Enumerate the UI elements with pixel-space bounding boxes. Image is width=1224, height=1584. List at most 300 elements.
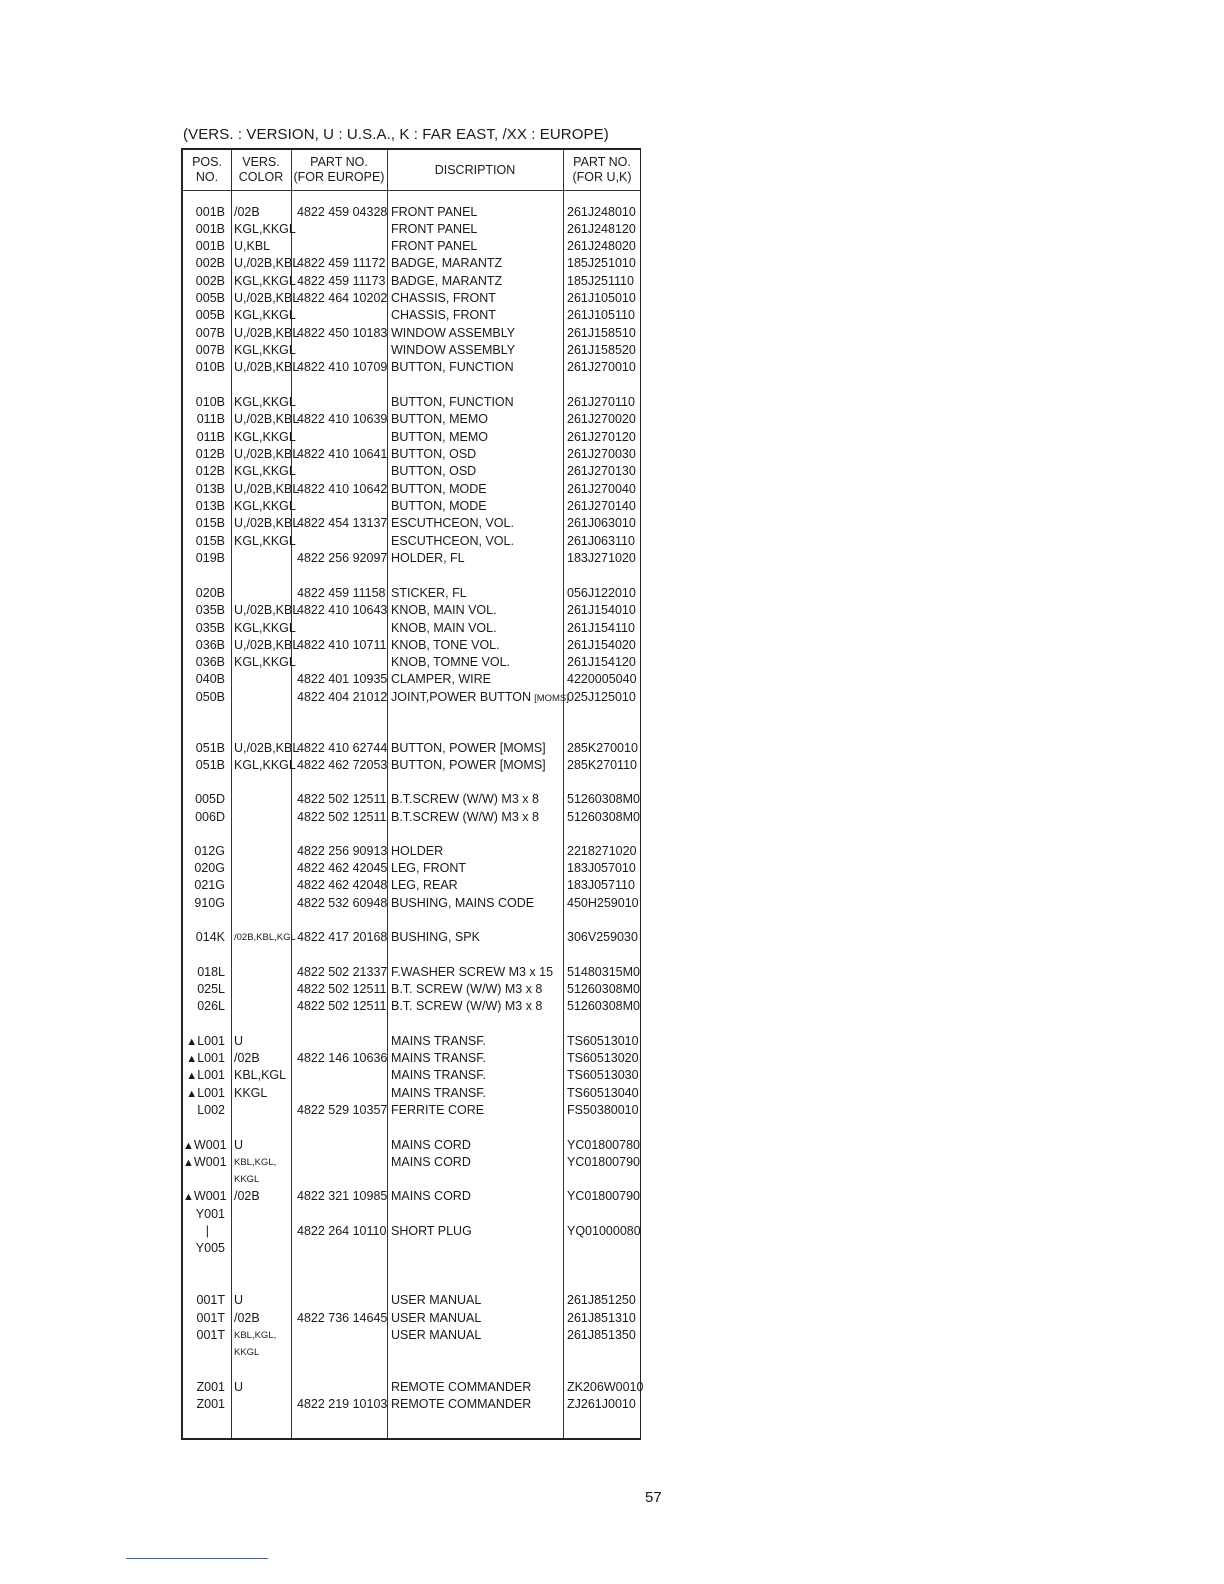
description: BADGE, MARANTZ xyxy=(391,256,503,270)
version-color: KGL,KKGL xyxy=(234,464,296,478)
version-color: KGL,KKGL xyxy=(234,395,296,409)
version-color: U,/02B,KBL xyxy=(234,447,300,461)
table-row xyxy=(183,1050,640,1067)
part-no-uk: 2218271020 xyxy=(567,844,637,858)
part-no-uk: TS60513030 xyxy=(567,1068,639,1082)
table-row xyxy=(183,1033,640,1050)
pos-no: 040B xyxy=(195,672,225,686)
version-color: /02B xyxy=(234,1051,260,1065)
pos-no: 050B xyxy=(195,690,225,704)
version-color: U,/02B,KBL xyxy=(234,638,300,652)
pos-no: 001T xyxy=(196,1328,225,1342)
description: BUSHING, SPK xyxy=(391,930,480,944)
table-row xyxy=(183,602,640,619)
table-row xyxy=(183,998,640,1015)
part-no-uk: 261J851250 xyxy=(567,1293,636,1307)
pos-no: ▲L001 xyxy=(186,1068,225,1082)
version-color: U,/02B,KBL xyxy=(234,741,300,755)
description: USER MANUAL xyxy=(391,1293,482,1307)
description: CHASSIS, FRONT xyxy=(391,308,496,322)
table-row xyxy=(183,843,640,860)
part-no-europe: 4822 219 10103 xyxy=(297,1397,388,1411)
table-row xyxy=(183,809,640,826)
table-row xyxy=(183,877,640,894)
pos-no: Z001 xyxy=(196,1397,225,1411)
description: MAINS TRANSF. xyxy=(391,1051,486,1065)
table-row xyxy=(183,1396,640,1413)
part-no-europe: 4822 450 10183 xyxy=(297,326,388,340)
pos-no: 036B xyxy=(195,638,225,652)
version-color: KGL,KKGL xyxy=(234,430,296,444)
pos-no: Z001 xyxy=(196,1380,225,1394)
part-no-europe: 4822 256 90913 xyxy=(297,844,388,858)
table-row xyxy=(183,757,640,774)
part-no-uk: 51260308M0 xyxy=(567,810,640,824)
version-legend: (VERS. : VERSION, U : U.S.A., K : FAR EAST, /XX : EUROPE) xyxy=(183,126,609,143)
pos-no: 036B xyxy=(195,655,225,669)
part-no-uk: 261J248010 xyxy=(567,205,636,219)
safety-warning-icon: ▲ xyxy=(186,1088,198,1100)
part-no-uk: 261J158520 xyxy=(567,343,636,357)
safety-warning-icon: ▲ xyxy=(183,1140,194,1152)
description: SHORT PLUG xyxy=(391,1224,472,1238)
description: CLAMPER, WIRE xyxy=(391,672,492,686)
pos-no: 015B xyxy=(195,534,225,548)
pos-no: 035B xyxy=(195,621,225,635)
table-row xyxy=(183,671,640,688)
table-row xyxy=(183,1154,640,1185)
part-no-uk: 261J154110 xyxy=(567,621,635,635)
header-part-no-uk: PART NO. (FOR U,K) xyxy=(572,155,632,184)
safety-warning-icon: ▲ xyxy=(183,1157,194,1169)
version-color: KBL,KGL, xyxy=(234,1157,277,1168)
description: FRONT PANEL xyxy=(391,222,478,236)
part-no-uk: 261J248020 xyxy=(567,239,636,253)
part-no-uk: 306V259030 xyxy=(567,930,638,944)
table-row xyxy=(183,481,640,498)
part-no-uk: 183J057110 xyxy=(567,878,635,892)
part-no-europe: 4822 264 10110 xyxy=(297,1224,387,1238)
description: USER MANUAL xyxy=(391,1328,482,1342)
table-row xyxy=(183,929,640,946)
part-no-uk: 185J251110 xyxy=(567,274,634,288)
table-row xyxy=(183,1379,644,1396)
pos-no: 026L xyxy=(197,999,225,1013)
part-no-europe: 4822 256 92097 xyxy=(297,551,388,565)
part-no-uk: YC01800780 xyxy=(567,1138,640,1152)
part-no-europe: 4822 417 20168 xyxy=(297,930,388,944)
table-row xyxy=(183,1085,640,1102)
header-divider xyxy=(183,190,640,191)
pos-no: ▲L001 xyxy=(186,1051,225,1065)
part-no-uk: ZJ261J0010 xyxy=(567,1397,636,1411)
table-row xyxy=(183,637,640,654)
description: BUTTON, FUNCTION xyxy=(391,395,514,409)
version-color: KGL,KKGL xyxy=(234,222,296,236)
description: BUSHING, MAINS CODE xyxy=(391,896,535,910)
version-color: U,/02B,KBL xyxy=(234,603,300,617)
part-no-uk: 285K270110 xyxy=(567,758,637,772)
description: BUTTON, MODE xyxy=(391,499,487,513)
version-color: U xyxy=(234,1034,244,1048)
part-no-europe: 4822 459 11172 xyxy=(297,256,386,270)
part-no-europe: 4822 459 04328 xyxy=(297,205,388,219)
table-row xyxy=(183,585,640,602)
part-no-uk: 261J063010 xyxy=(567,516,636,530)
pos-no: 013B xyxy=(195,482,225,496)
part-no-uk: 261J105110 xyxy=(567,308,635,322)
table-row xyxy=(183,290,640,307)
part-no-europe: 4822 462 72053 xyxy=(297,758,388,772)
description: BUTTON, FUNCTION xyxy=(391,360,514,374)
version-color: KGL,KKGL xyxy=(234,274,296,288)
description: JOINT,POWER BUTTON [MOMS] xyxy=(391,690,569,704)
pos-no: 006D xyxy=(195,810,225,824)
version-color: /02B xyxy=(234,205,260,219)
description: FRONT PANEL xyxy=(391,205,478,219)
table-row xyxy=(183,689,640,706)
part-no-europe: 4822 410 10711 xyxy=(297,638,387,652)
version-color: U xyxy=(234,1138,244,1152)
pos-no: 015B xyxy=(195,516,225,530)
part-no-uk: 4220005040 xyxy=(567,672,637,686)
table-row xyxy=(183,1188,640,1205)
table-row xyxy=(183,325,640,342)
version-color-cont: KKGL xyxy=(234,1174,260,1185)
table-row xyxy=(183,533,640,550)
table-row xyxy=(183,498,640,515)
description: MAINS TRANSF. xyxy=(391,1086,486,1100)
description: KNOB, TOMNE VOL. xyxy=(391,655,511,669)
version-color: KKGL xyxy=(234,1086,268,1100)
description: STICKER, FL xyxy=(391,586,467,600)
table-row xyxy=(183,221,640,238)
table-row xyxy=(183,791,640,808)
part-no-europe: 4822 502 12511 xyxy=(297,982,387,996)
part-no-uk: 261J851350 xyxy=(567,1328,636,1342)
part-no-uk: TS60513020 xyxy=(567,1051,639,1065)
part-no-europe: 4822 321 10985 xyxy=(297,1189,388,1203)
part-no-europe: 4822 736 14645 xyxy=(297,1311,388,1325)
part-no-europe: 4822 459 11173 xyxy=(297,274,386,288)
safety-warning-icon: ▲ xyxy=(186,1053,198,1065)
description: LEG, REAR xyxy=(391,878,458,892)
part-no-europe: 4822 502 12511 xyxy=(297,999,387,1013)
table-row xyxy=(183,446,640,463)
pos-no: 011B xyxy=(196,430,225,444)
description: BUTTON, MEMO xyxy=(391,430,488,444)
part-no-uk: TS60513010 xyxy=(567,1034,639,1048)
part-no-europe: 4822 401 10935 xyxy=(297,672,388,686)
version-color: KGL,KKGL xyxy=(234,621,296,635)
version-color: U,/02B,KBL xyxy=(234,256,300,270)
table-row xyxy=(183,255,640,272)
table-row xyxy=(183,1327,640,1358)
part-no-uk: 261J270130 xyxy=(567,464,636,478)
pos-no: 001B xyxy=(195,239,225,253)
part-no-uk: 51260308M0 xyxy=(567,982,640,996)
version-color: /02B,KBL,KGL xyxy=(234,932,296,943)
part-no-europe: 4822 462 42048 xyxy=(297,878,388,892)
version-color: KGL,KKGL xyxy=(234,655,296,669)
table-row xyxy=(183,860,640,877)
description: ESCUTHCEON, VOL. xyxy=(391,516,514,530)
part-no-uk: 261J851310 xyxy=(567,1311,636,1325)
header-part-no-europe: PART NO. (FOR EUROPE) xyxy=(293,155,385,184)
footer-rule xyxy=(126,1558,268,1559)
pos-no: ▲L001 xyxy=(186,1086,225,1100)
description: BUTTON, OSD xyxy=(391,447,477,461)
pos-no: 002B xyxy=(195,274,225,288)
table-row xyxy=(183,204,640,221)
description: KNOB, TONE VOL. xyxy=(391,638,500,652)
pos-no: 018L xyxy=(197,965,225,979)
safety-warning-icon: ▲ xyxy=(183,1191,194,1203)
version-color: U,/02B,KBL xyxy=(234,360,300,374)
pos-no: 005B xyxy=(195,291,225,305)
part-no-uk: 261J105010 xyxy=(567,291,636,305)
part-no-uk: 261J248120 xyxy=(567,222,636,236)
part-no-europe: 4822 410 10641 xyxy=(297,447,388,461)
description-note: [MOMS] xyxy=(534,693,569,704)
description: BUTTON, OSD xyxy=(391,464,477,478)
part-no-europe: 4822 410 10642 xyxy=(297,482,388,496)
description: BADGE, MARANTZ xyxy=(391,274,503,288)
description: LEG, FRONT xyxy=(391,861,467,875)
part-no-uk: 450H259010 xyxy=(567,896,639,910)
part-no-europe: 4822 502 12511 xyxy=(297,792,387,806)
pos-no: 001B xyxy=(195,205,225,219)
table-row xyxy=(183,1292,640,1309)
part-no-uk: YC01800790 xyxy=(567,1189,640,1203)
pos-no: 020G xyxy=(194,861,225,875)
safety-warning-icon: ▲ xyxy=(186,1070,198,1082)
table-row xyxy=(183,515,640,532)
part-no-uk: 261J270010 xyxy=(567,360,636,374)
pos-no: 007B xyxy=(195,326,225,340)
version-color: U,/02B,KBL xyxy=(234,326,300,340)
description: USER MANUAL xyxy=(391,1311,482,1325)
description: CHASSIS, FRONT xyxy=(391,291,496,305)
pos-no: ▲L001 xyxy=(186,1034,225,1048)
pos-no: ▲W001 xyxy=(183,1155,227,1169)
table-row xyxy=(183,273,640,290)
pos-no: L002 xyxy=(197,1103,225,1117)
description: REMOTE COMMANDER xyxy=(391,1397,532,1411)
table-row xyxy=(183,1206,641,1255)
pos-no: 010B xyxy=(195,395,225,409)
table-row xyxy=(183,895,640,912)
version-color: KGL,KKGL xyxy=(234,499,296,513)
version-color: KGL,KKGL xyxy=(234,534,296,548)
part-no-uk: 183J271020 xyxy=(567,551,636,565)
header-description: DISCRIPTION xyxy=(434,162,516,177)
table-row xyxy=(183,1310,640,1327)
version-color: U,/02B,KBL xyxy=(234,412,300,426)
part-no-europe: 4822 459 11158 xyxy=(297,586,386,600)
description: MAINS CORD xyxy=(391,1155,471,1169)
pos-no: 011B xyxy=(196,412,225,426)
pos-no: Y001 xyxy=(195,1207,225,1221)
part-no-europe: 4822 462 42045 xyxy=(297,861,388,875)
description: F.WASHER SCREW M3 x 15 xyxy=(391,965,554,979)
description: B.T. SCREW (W/W) M3 x 8 xyxy=(391,982,543,996)
description: REMOTE COMMANDER xyxy=(391,1380,532,1394)
version-color: U,/02B,KBL xyxy=(234,291,300,305)
part-no-europe: 4822 410 10643 xyxy=(297,603,388,617)
pos-no: 012B xyxy=(195,464,225,478)
part-no-europe: 4822 502 21337 xyxy=(297,965,388,979)
header-version-color: VERS. COLOR xyxy=(238,155,284,184)
part-no-uk: 51480315M0 xyxy=(567,965,640,979)
version-color: U,/02B,KBL xyxy=(234,516,300,530)
part-no-uk: 51260308M0 xyxy=(567,999,640,1013)
part-no-uk: FS50380010 xyxy=(567,1103,639,1117)
pos-no: ▲W001 xyxy=(183,1138,227,1152)
pos-no: 021G xyxy=(194,878,225,892)
table-row xyxy=(183,359,640,376)
description: MAINS TRANSF. xyxy=(391,1068,486,1082)
pos-range-separator: | xyxy=(205,1224,209,1238)
description: HOLDER, FL xyxy=(391,551,465,565)
part-no-europe: 4822 464 10202 xyxy=(297,291,388,305)
description: B.T.SCREW (W/W) M3 x 8 xyxy=(391,810,539,824)
part-no-uk: 261J270120 xyxy=(567,430,636,444)
description: B.T. SCREW (W/W) M3 x 8 xyxy=(391,999,543,1013)
part-no-uk: 261J158510 xyxy=(567,326,636,340)
table-row xyxy=(183,463,640,480)
part-no-europe: 4822 454 13137 xyxy=(297,516,388,530)
part-no-europe: 4822 410 10639 xyxy=(297,412,388,426)
description: KNOB, MAIN VOL. xyxy=(391,603,497,617)
table-row xyxy=(183,342,640,359)
description: BUTTON, MODE xyxy=(391,482,487,496)
part-no-uk: 056J122010 xyxy=(567,586,636,600)
part-no-uk: 025J125010 xyxy=(567,690,636,704)
page-number: 57 xyxy=(645,1489,662,1506)
pos-no: 051B xyxy=(195,758,225,772)
version-color: KGL,KKGL xyxy=(234,343,296,357)
part-no-uk: 51260308M0 xyxy=(567,792,640,806)
description: MAINS TRANSF. xyxy=(391,1034,486,1048)
part-no-europe: 4822 404 21012 xyxy=(297,690,388,704)
table-row xyxy=(183,394,640,411)
part-no-uk: ZK206W0010 xyxy=(567,1380,644,1394)
pos-no: 014K xyxy=(195,930,225,944)
version-color: KBL,KGL xyxy=(234,1068,287,1082)
version-color: KGL,KKGL xyxy=(234,308,296,322)
table-row xyxy=(183,1067,640,1084)
version-color-cont: KKGL xyxy=(234,1347,260,1358)
part-no-europe: 4822 532 60948 xyxy=(297,896,388,910)
description: BUTTON, POWER [MOMS] xyxy=(391,758,546,772)
parts-list-table xyxy=(181,148,644,1440)
pos-no: 910G xyxy=(194,896,225,910)
table-row xyxy=(183,550,640,567)
description: FRONT PANEL xyxy=(391,239,478,253)
description: MAINS CORD xyxy=(391,1138,471,1152)
version-color: U xyxy=(234,1293,244,1307)
pos-no: 020B xyxy=(195,586,225,600)
table-row xyxy=(183,1102,640,1119)
part-no-uk: 261J154010 xyxy=(567,603,636,617)
table-row xyxy=(183,411,640,428)
table-row xyxy=(183,307,640,324)
part-no-uk: 185J251010 xyxy=(567,256,636,270)
version-color: /02B xyxy=(234,1189,260,1203)
description: BUTTON, MEMO xyxy=(391,412,488,426)
version-color: KGL,KKGL xyxy=(234,758,296,772)
part-no-europe: 4822 529 10357 xyxy=(297,1103,388,1117)
description: WINDOW ASSEMBLY xyxy=(391,343,516,357)
pos-no: 001T xyxy=(196,1311,225,1325)
part-no-uk: 261J270030 xyxy=(567,447,636,461)
part-no-europe: 4822 410 10709 xyxy=(297,360,388,374)
description: BUTTON, POWER [MOMS] xyxy=(391,741,546,755)
pos-no: 007B xyxy=(195,343,225,357)
pos-no: 012B xyxy=(195,447,225,461)
version-color: KBL,KGL, xyxy=(234,1330,277,1341)
version-color: U xyxy=(234,1380,244,1394)
pos-no: 005B xyxy=(195,308,225,322)
description: HOLDER xyxy=(391,844,444,858)
pos-no: 019B xyxy=(195,551,225,565)
pos-no: 010B xyxy=(195,360,225,374)
pos-no: 013B xyxy=(195,499,225,513)
part-no-uk: TS60513040 xyxy=(567,1086,639,1100)
part-no-uk: 183J057010 xyxy=(567,861,636,875)
table-row xyxy=(183,620,640,637)
description: B.T.SCREW (W/W) M3 x 8 xyxy=(391,792,539,806)
table-row xyxy=(183,964,640,981)
part-no-uk: 261J154120 xyxy=(567,655,636,669)
table-row xyxy=(183,429,640,446)
pos-no: 025L xyxy=(197,982,225,996)
description: WINDOW ASSEMBLY xyxy=(391,326,516,340)
description: FERRITE CORE xyxy=(391,1103,485,1117)
pos-no: 001T xyxy=(196,1293,225,1307)
pos-no: 051B xyxy=(195,741,225,755)
table-row xyxy=(183,740,640,757)
safety-warning-icon: ▲ xyxy=(186,1036,198,1048)
pos-no-end: Y005 xyxy=(195,1241,225,1255)
table-row xyxy=(183,981,640,998)
description: MAINS CORD xyxy=(391,1189,471,1203)
version-color: U,KBL xyxy=(234,239,271,253)
part-no-uk: YC01800790 xyxy=(567,1155,640,1169)
part-no-uk: 261J270020 xyxy=(567,412,636,426)
table-row xyxy=(183,1137,640,1154)
part-no-uk: 261J270040 xyxy=(567,482,636,496)
part-no-europe: 4822 146 10636 xyxy=(297,1051,388,1065)
version-color: U,/02B,KBL xyxy=(234,482,300,496)
part-no-uk: 261J063110 xyxy=(567,534,635,548)
pos-no: 001B xyxy=(195,222,225,236)
version-color: /02B xyxy=(234,1311,260,1325)
pos-no: 012G xyxy=(194,844,225,858)
pos-no: 005D xyxy=(195,792,225,806)
header-pos-no: POS. NO. xyxy=(192,155,222,184)
part-no-uk: 261J270110 xyxy=(567,395,635,409)
part-no-uk: 261J154020 xyxy=(567,638,636,652)
table-row xyxy=(183,238,640,255)
part-no-uk: YQ01000080 xyxy=(567,1224,641,1238)
part-no-uk: 285K270010 xyxy=(567,741,638,755)
description: KNOB, MAIN VOL. xyxy=(391,621,497,635)
part-no-europe: 4822 502 12511 xyxy=(297,810,387,824)
pos-no: 002B xyxy=(195,256,225,270)
part-no-europe: 4822 410 62744 xyxy=(297,741,388,755)
